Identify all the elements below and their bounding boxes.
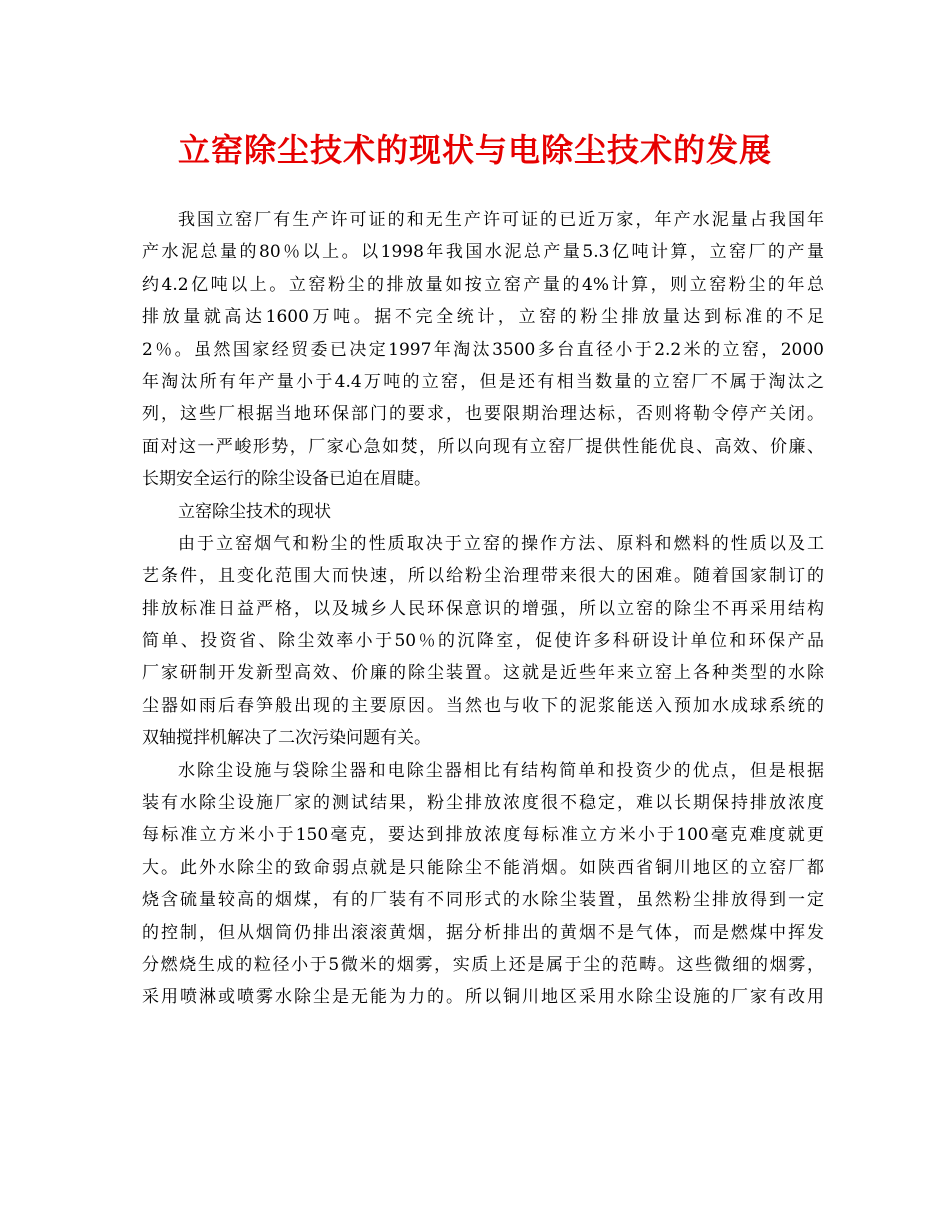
- text-line: 分燃烧生成的粒径小于5微米的烟雾，实质上还是属于尘的范畴。这些微细的烟雾，: [142, 954, 824, 975]
- text-line: 艺条件，且变化范围大而快速，所以给粉尘治理带来很大的困难。随着国家制订的: [142, 566, 824, 587]
- text-line: 每标准立方米小于150毫克，要达到排放浓度每标准立方米小于100毫克难度就更: [142, 825, 824, 846]
- text-line: 立窑除尘技术的现状: [178, 501, 331, 522]
- text-line: 排放标准日益严格，以及城乡人民环保意识的增强，所以立窑的除尘不再采用结构: [142, 598, 824, 619]
- text-line: 采用喷淋或喷雾水除尘是无能为力的。所以铜川地区采用水除尘设施的厂家有改用: [142, 987, 824, 1008]
- text-line: 尘器如雨后春笋般出现的主要原因。当然也与收下的泥浆能送入预加水成球系统的: [142, 695, 824, 716]
- text-line: 约4.2亿吨以上。立窑粉尘的排放量如按立窑产量的4%计算，则立窑粉尘的年总: [142, 274, 824, 295]
- text-line: 产水泥总量的80％以上。以1998年我国水泥总产量5.3亿吨计算，立窑厂的产量: [142, 242, 824, 263]
- text-line: 我国立窑厂有生产许可证的和无生产许可证的已近万家，年产水泥量占我国年: [178, 210, 824, 230]
- document-title: 立窑除尘技术的现状与电除尘技术的发展: [177, 131, 772, 169]
- text-line: 水除尘设施与袋除尘器和电除尘器相比有结构简单和投资少的优点，但是根据: [178, 760, 824, 781]
- text-line: 年淘汰所有年产量小于4.4万吨的立窑，但是还有相当数量的立窑厂不属于淘汰之: [142, 371, 824, 392]
- text-line: 排放量就高达1600万吨。据不完全统计，立窑的粉尘排放量达到标准的不足: [142, 307, 824, 328]
- text-line: 长期安全运行的除尘设备已迫在眉睫。: [142, 469, 431, 490]
- text-line: 列，这些厂根据当地环保部门的要求，也要限期治理达标，否则将勒令停产关闭。: [142, 404, 824, 425]
- text-line: 厂家研制开发新型高效、价廉的除尘装置。这就是近些年来立窑上各种类型的水除: [142, 663, 824, 684]
- text-line: 装有水除尘设施厂家的测试结果，粉尘排放浓度很不稳定，难以长期保持排放浓度: [142, 793, 824, 814]
- document-body: [142, 204, 824, 1014]
- text-line: 双轴搅拌机解决了二次污染问题有关。: [142, 728, 431, 749]
- text-line: 简单、投资省、除尘效率小于50％的沉降室，促使许多科研设计单位和环保产品: [142, 631, 824, 652]
- text-line: 2％。虽然国家经贸委已决定1997年淘汰3500多台直径小于2.2米的立窑，2000: [142, 339, 824, 360]
- text-line: 面对这一严峻形势，厂家心急如焚，所以向现有立窑厂提供性能优良、高效、价廉、: [142, 436, 824, 457]
- text-line: 由于立窑烟气和粉尘的性质取决于立窑的操作方法、原料和燃料的性质以及工: [178, 533, 824, 554]
- text-line: 烧含硫量较高的烟煤，有的厂装有不同形式的水除尘装置，虽然粉尘排放得到一定: [142, 890, 824, 911]
- text-line: 大。此外水除尘的致命弱点就是只能除尘不能消烟。如陕西省铜川地区的立窑厂都: [142, 857, 824, 878]
- text-line: 的控制，但从烟筒仍排出滚滚黄烟，据分析排出的黄烟不是气体，而是燃煤中挥发: [142, 922, 824, 943]
